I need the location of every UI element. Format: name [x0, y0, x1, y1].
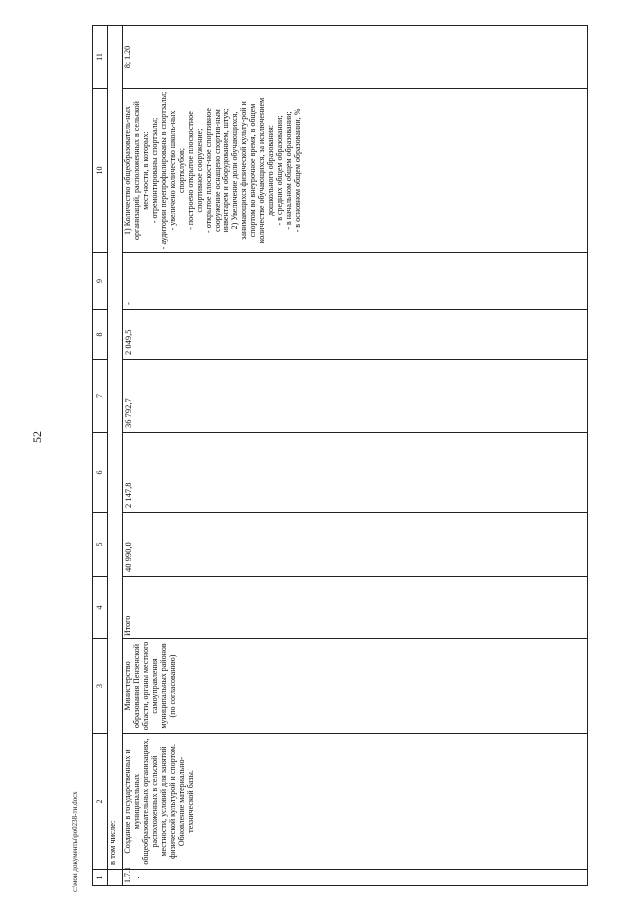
col-header-9: 9	[93, 253, 108, 310]
total-amount: 40 990,0	[123, 513, 588, 577]
col-header-4: 4	[93, 577, 108, 639]
col-header-7: 7	[93, 360, 108, 433]
column-header-row	[93, 26, 108, 886]
row-number: 1.7.1 .	[123, 870, 588, 886]
indicators: 1) Количество общеобразователь-ных организаций, расположенных в сельской мест-ности, в которых: - отремонтированы спортзалы; - аудитории перепрофилированы в спортзалы; - увеличено количество школь-ных спортклубов; - построено открытое плоскостное спортивное сооружение; - открытое плоскост-ное спортивное сооружение оснащено спортив-ным инвентарем и оборудованием, штук; 2) Увеличение доли обучающихся, занимающихся физической культу-рой и спортом во внеурочное время, в общем количестве обучающихся, за исключением дошкольного образования: - в средних общем образовании; - в начальном общем образовании; - в основном общем образовании, %	[123, 89, 588, 253]
col-header-3: 3	[93, 639, 108, 734]
regional-amount: 36 792,7	[123, 360, 588, 433]
col-header-8: 8	[93, 310, 108, 360]
col-header-1: 1	[93, 870, 108, 886]
subheader-row	[108, 26, 123, 886]
col-header-5: 5	[93, 513, 108, 577]
col-header-11: 11	[93, 26, 108, 89]
federal-amount: 2 147,8	[123, 433, 588, 513]
col-header-2: 2	[93, 734, 108, 870]
measure-name: Создание в государственных и муниципальных общеобразовательных организациях, расположенных в сельской местности, условий для занятий физической культурой и спортом. Обновление материально-технической базы.	[123, 734, 588, 870]
col-header-6: 6	[93, 433, 108, 513]
table-row	[123, 26, 588, 886]
other-amount: -	[123, 253, 588, 310]
executor: Министерство образования Пензенской области, органы местного самоуправления муниципальных районов (по согласованию)	[123, 639, 588, 734]
subheader-label: в том числе:	[108, 26, 123, 870]
file-path-footer: c:\мои документы\ро0238-ти.docx	[71, 791, 79, 892]
page-number: 52	[30, 431, 44, 443]
col-header-10: 10	[93, 89, 108, 253]
local-amount: 2 049,5	[123, 310, 588, 360]
funding-source: Итого	[123, 577, 588, 639]
program-table	[92, 26, 588, 886]
reference-numbers: 8; 1.20	[123, 26, 588, 89]
